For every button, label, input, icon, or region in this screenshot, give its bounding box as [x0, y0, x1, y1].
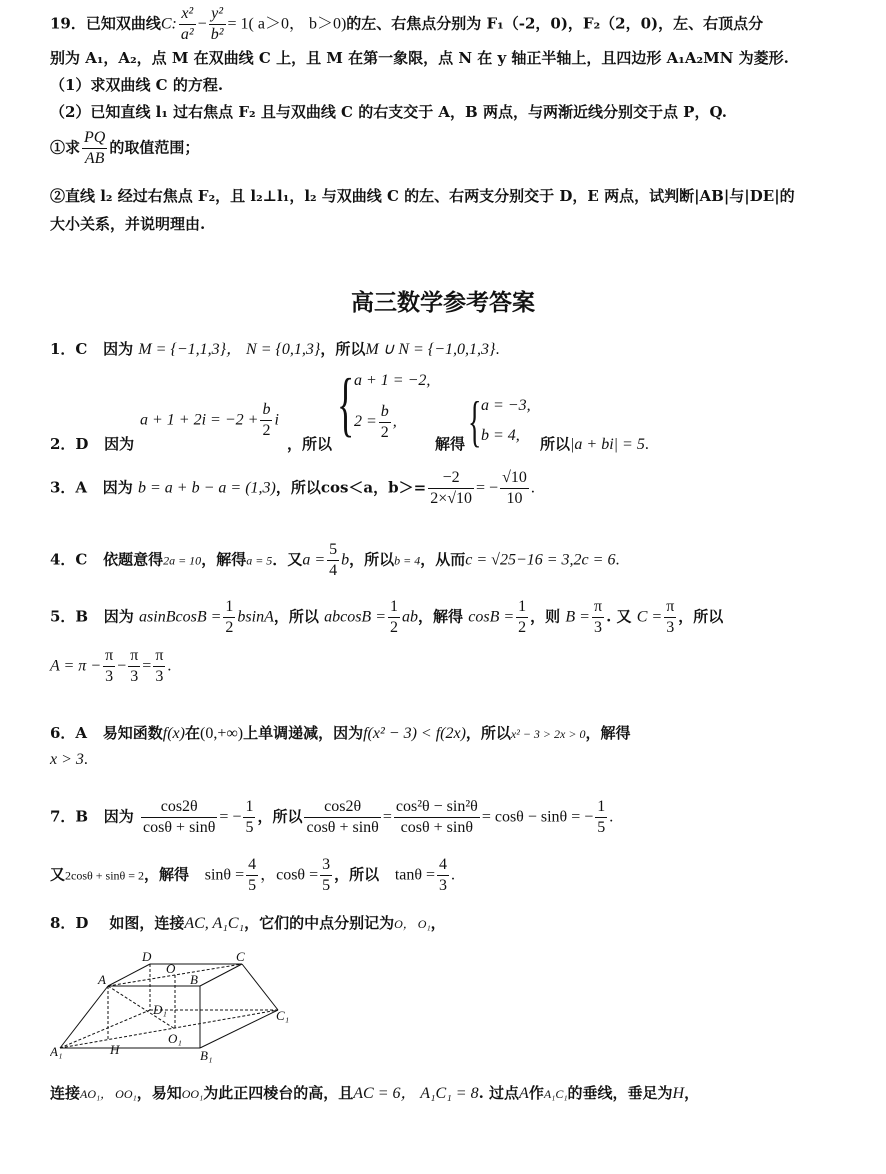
- q19-subpart-2: ②直线 l₂ 经过右焦点 F₂，且 l₂⊥l₁，l₂ 与双曲线 C 的左、右两支分别交于 D，E 两点，试判断|AB|与|DE|的: [50, 187, 795, 205]
- answer-6: 6．A 易知函数f(x)在(0,+∞)上单调递减，因为f(x² − 3) < f(2x)，所以x² − 3 > 2x > 0，解得: [50, 724, 631, 742]
- answer-4: 4．C 依题意得2a = 10，解得a = 5．又a = $\frac{5}{4}$ b，所以b = 4，从而c = √25−16 = 3,2c = 6.: [50, 541, 620, 579]
- label-c1: C₁: [276, 1008, 290, 1023]
- label-o: O: [166, 961, 176, 976]
- answer-5: 5．B 因为 asinBcosB = $\frac{1}{2}$ bsinA，所以 abcosB = $\frac{1}{2}$ ab，解得 cosB = $\frac{1}{2}$ ，则 B = $\frac{\pi}{3}$ . 又 C = $\frac{\pi}{3}$ ，所以: [50, 598, 724, 636]
- answer-number: 3．A: [50, 478, 88, 497]
- q19-line-2: 别为 A₁，A₂，点 M 在双曲线 C 上，且 M 在第一象限，点 N 在 y 轴正半轴上，且四边形 A₁A₂MN 为菱形.: [50, 49, 789, 67]
- label-a: A: [98, 972, 106, 987]
- answer-number: 2．D: [50, 435, 89, 453]
- answer-number: 6．A: [50, 724, 88, 742]
- answer-2: 2．D 因为: [50, 435, 135, 453]
- label-a1: A₁: [50, 1044, 63, 1059]
- frustum-figure: [50, 948, 310, 1068]
- q19-subpart-2-cont: 大小关系，并说明理由.: [50, 215, 206, 233]
- answer-3: 3．A 因为 b = a + b − a = (1,3)，所以cos＜a，b＞= $\frac{-2}{2\times√10}$ = − $\frac{√10}{10}$ .: [50, 469, 535, 507]
- q19-intro-text: 19．已知双曲线: [50, 14, 161, 33]
- q19-part-1: （1）求双曲线 C 的方程.: [50, 76, 224, 94]
- edge-bc: [200, 964, 242, 986]
- answer-2-equation: a + 1 + 2i = −2 + $\frac{b}{2}$ i: [140, 401, 279, 439]
- x2-over-a2-fraction: $\frac{\text{x²}}{\text{a²}}$: [180, 5, 194, 43]
- label-d1: D₁: [153, 1002, 167, 1017]
- label-h: H: [110, 1042, 120, 1057]
- q19-part-2: （2）已知直线 l₁ 过右焦点 F₂ 且与双曲线 C 的右支交于 A，B 两点，与两渐近线分别交于点 P，Q.: [50, 103, 728, 121]
- answer-8-line-2: 连接AO₁， OO₁，易知OO₁为此正四棱台的高，且AC = 6， A₁C₁ = 8. 过点A作A₁C₁的垂线，垂足为H，: [50, 1084, 700, 1102]
- answer-2-t4: 所以|a + bi| = 5.: [540, 435, 649, 453]
- label-b1: B₁: [200, 1048, 213, 1063]
- system-1-row-2: 2 = $\frac{b}{2}$ ,: [354, 403, 397, 441]
- system-2-brace: {: [468, 391, 482, 453]
- system-2-row-1: a = −3,: [481, 397, 531, 414]
- answer-6-line-2: x > 3.: [50, 751, 88, 768]
- hyperbola-condition: = 1( a＞0， b＞0): [227, 15, 347, 33]
- answer-7-line-2: 又2cosθ + sinθ = 2，解得 sinθ = $\frac{4}{5}$ ，cosθ = $\frac{3}{5}$ ，所以 tanθ = $\frac{4}{3}$ .: [50, 856, 456, 894]
- answer-2-t3: 解得: [435, 435, 466, 453]
- edge-b1c1: [200, 1010, 278, 1048]
- label-b: B: [190, 972, 198, 987]
- edge-a1d1: [60, 1010, 150, 1048]
- curve-label: C:: [160, 15, 177, 33]
- system-2-row-2: b = 4,: [481, 427, 520, 444]
- system-1-row-1: a + 1 = −2,: [354, 372, 431, 389]
- y2-over-b2-fraction: $\frac{\text{y²}}{\text{b²}}$: [210, 5, 224, 43]
- answer-number: 4．C: [50, 550, 88, 569]
- modulus-result: |a + bi| = 5: [570, 436, 645, 453]
- answer-7: 7．B 因为 $\frac{\cos 2\theta}{\cos\theta + \sin\theta}$ = − $\frac{1}{5}$ ，所以 $\frac{\cos 2\theta}{\cos\theta + \sin\theta}$ = $\frac{\text{cos²θ − sin²θ}}{\cos\theta + \sin\theta}$ = cosθ − sinθ = − $\frac{1}{5}$ .: [50, 798, 614, 836]
- q19-subpart-1: ①求 $\frac{PQ}{AB}$ 的取值范围；: [50, 129, 200, 167]
- answer-8: 8．D 如图，连接AC, A₁C₁，它们的中点分别记为O， O₁，: [50, 914, 446, 932]
- union-result: M ∪ N = {−1,0,1,3}: [365, 341, 496, 358]
- q19-line-1: 19．已知双曲线C: $\frac{\text{x²}}{\text{a²}}$ − $\frac{\text{y²}}{\text{b²}}$ = 1( a＞0， b＞0)的左、右焦点分别为 F₁（-2，0)，F₂（2，0)，左、右顶点分: [50, 5, 764, 43]
- answer-number: 8．D: [50, 914, 89, 932]
- page-title: 高三数学参考答案: [351, 290, 535, 316]
- edge-aa1: [60, 986, 108, 1048]
- answer-1: 1．C 因为 M = {−1,1,3}， N = {0,1,3}，所以M ∪ N = {−1,0,1,3}.: [50, 340, 500, 358]
- label-c: C: [236, 949, 245, 964]
- answer-number: 5．B: [50, 607, 89, 626]
- system-1-brace: {: [337, 364, 355, 444]
- label-d: D: [142, 949, 152, 964]
- pq-over-ab-fraction: $\frac{PQ}{AB}$: [84, 129, 106, 167]
- set-m-and-n: M = {−1,1,3}， N = {0,1,3}: [138, 341, 321, 358]
- edge-cc1: [242, 964, 278, 1010]
- q19-foci-text: 的左、右焦点分别为 F₁（-2，0)，F₂（2，0)，左、右顶点分: [346, 14, 764, 33]
- answer-number: 1．C: [50, 340, 88, 358]
- answer-2-t2: ，所以: [287, 435, 333, 453]
- answer-5-line-2: A = π − $\frac{\pi}{3}$ − $\frac{\pi}{3}$ = $\frac{\pi}{3}$ .: [50, 647, 172, 685]
- label-o1: O₁: [168, 1031, 182, 1046]
- answer-number: 7．B: [50, 807, 89, 826]
